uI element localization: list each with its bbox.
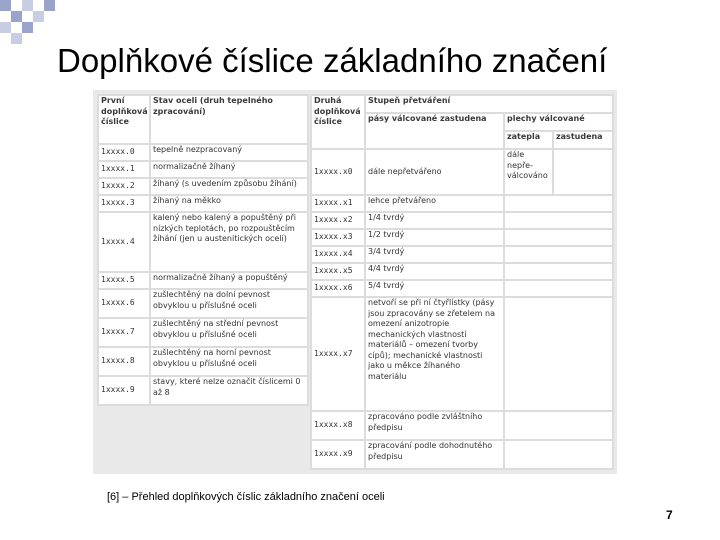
row-code: 1xxxx.x6 bbox=[311, 280, 365, 297]
row-code: 1xxxx.5 bbox=[98, 272, 150, 289]
row-description: netvoří se při ní čtyřlístky (pásy jsou zpracovány se zřetelem na omezení anizotropie mechanických vlastností materiálů – omezení tvorby cípů); mechanické vlastnosti jako u měkce žíhaného materiálu bbox=[365, 297, 504, 411]
column-header-hot-rolled: zatepla bbox=[504, 131, 553, 149]
row-empty-cell bbox=[504, 195, 613, 212]
row-description: tepelně nezpracovaný bbox=[150, 144, 308, 161]
row-hot-rolled: dále nepře-válcováno bbox=[504, 149, 553, 195]
figure-caption: [6] – Přehled doplňkových číslic základního značení oceli bbox=[107, 491, 385, 503]
row-empty-cell bbox=[504, 411, 613, 440]
row-description: zpracování podle dohodnutého předpisu bbox=[365, 440, 504, 469]
column-header-second-digit: Druhá doplňková číslice bbox=[311, 95, 365, 149]
page-number: 7 bbox=[666, 508, 673, 522]
column-header-deformation: Stupeň přetváření bbox=[365, 95, 613, 113]
row-code: 1xxxx.x0 bbox=[311, 149, 365, 195]
row-code: 1xxxx.x2 bbox=[311, 212, 365, 229]
row-description: zušlechtěný na horní pevnost obvyklou u příslušné oceli bbox=[150, 347, 308, 376]
row-code: 1xxxx.0 bbox=[98, 144, 150, 161]
row-code: 1xxxx.3 bbox=[98, 195, 150, 212]
row-code: 1xxxx.x3 bbox=[311, 229, 365, 246]
row-code: 1xxxx.x1 bbox=[311, 195, 365, 212]
row-description: žíhaný na měkko bbox=[150, 195, 308, 212]
row-description: stavy, které nelze označit číslicemi 0 až 8 bbox=[150, 376, 308, 405]
row-description: normalizačně žíhaný bbox=[150, 161, 308, 178]
row-code: 1xxxx.2 bbox=[98, 178, 150, 195]
row-code: 1xxxx.x9 bbox=[311, 440, 365, 469]
row-description: dále nepřetvářeno bbox=[365, 149, 504, 195]
row-empty-cell bbox=[504, 297, 613, 411]
row-code: 1xxxx.x4 bbox=[311, 246, 365, 263]
row-cold-rolled bbox=[553, 149, 613, 195]
row-code: 1xxxx.x5 bbox=[311, 263, 365, 280]
row-description: normalizačně žíhaný a popuštěný bbox=[150, 272, 308, 289]
column-header-steel-state: Stav oceli (druh tepelného zpracování) bbox=[150, 95, 308, 144]
row-description: žíhaný (s uvedením způsobu žíhání) bbox=[150, 178, 308, 195]
column-header-rolled-sheets: plechy válcované bbox=[504, 113, 613, 131]
row-empty-cell bbox=[504, 263, 613, 280]
row-description: 1/2 tvrdý bbox=[365, 229, 504, 246]
row-code: 1xxxx.4 bbox=[98, 212, 150, 272]
row-description: 3/4 tvrdý bbox=[365, 246, 504, 263]
row-code: 1xxxx.9 bbox=[98, 376, 150, 405]
row-description: 4/4 tvrdý bbox=[365, 263, 504, 280]
row-code: 1xxxx.1 bbox=[98, 161, 150, 178]
row-description: lehce přetvářeno bbox=[365, 195, 504, 212]
row-empty-cell bbox=[504, 440, 613, 469]
row-description: zušlechtěný na dolní pevnost obvyklou u příslušné oceli bbox=[150, 289, 308, 318]
row-description: zušlechtěný na střední pevnost obvyklou u příslušné oceli bbox=[150, 318, 308, 347]
row-description: 1/4 tvrdý bbox=[365, 212, 504, 229]
row-code: 1xxxx.x8 bbox=[311, 411, 365, 440]
page-title: Doplňkové číslice základního značení bbox=[57, 42, 608, 79]
row-description: zpracováno podle zvláštního předpisu bbox=[365, 411, 504, 440]
row-code: 1xxxx.7 bbox=[98, 318, 150, 347]
column-header-first-digit: První doplňková číslice bbox=[98, 95, 150, 144]
row-description: kalený nebo kalený a popuštěný při nízkých teplotách, po rozpouštěcím žíhání (jen u austenitických ocelí) bbox=[150, 212, 308, 272]
row-code: 1xxxx.6 bbox=[98, 289, 150, 318]
column-header-cold-rolled: zastudena bbox=[553, 131, 613, 149]
row-empty-cell bbox=[504, 280, 613, 297]
second-digit-table bbox=[310, 94, 614, 470]
row-description: 5/4 tvrdý bbox=[365, 280, 504, 297]
table-image bbox=[93, 90, 617, 474]
row-code: 1xxxx.x7 bbox=[311, 297, 365, 411]
row-empty-cell bbox=[504, 212, 613, 229]
row-code: 1xxxx.8 bbox=[98, 347, 150, 376]
row-empty-cell bbox=[504, 246, 613, 263]
column-header-cold-strips: pásy válcované zastudena bbox=[365, 113, 504, 149]
row-empty-cell bbox=[504, 229, 613, 246]
corner-decoration bbox=[0, 0, 60, 48]
first-digit-table bbox=[97, 94, 309, 406]
